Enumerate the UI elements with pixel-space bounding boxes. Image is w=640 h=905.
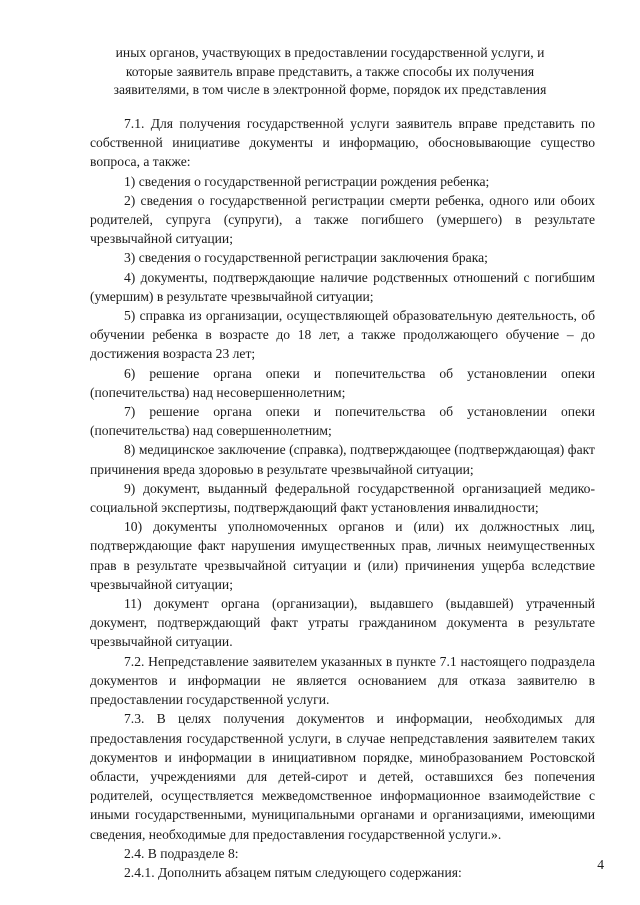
heading-line: которые заявитель вправе представить, а также способы их получения [125, 63, 535, 79]
heading-line: иных органов, участвующих в предоставлении государственной услуги, и [115, 45, 545, 60]
list-item-4: 4) документы, подтверждающие наличие родственных отношений с погибшим (умершим) в результате чрезвычайной ситуации; [90, 269, 595, 304]
paragraph-7-2: 7.2. Непредставление заявителем указанных в пункте 7.1 настоящего подраздела документов и информации не является основанием для отказа заявителю в предоставлении государственной услуги. [90, 653, 595, 708]
list-item-5: 5) справка из организации, осуществляющей образовательную деятельность, об обучении ребенка в возрасте до 18 лет, а также продолжающего обучение – до достижения возраста 23 лет; [90, 308, 595, 362]
section-heading [60, 44, 600, 100]
paragraph-2-4-1: 2.4.1. Дополнить абзацем пятым следующего содержания: [124, 864, 462, 880]
list-item-6: 6) решение органа опеки и попечительства об установлении опеки (попечительства) над несовершеннолетним; [90, 365, 595, 400]
list-item-10: 10) документы уполномоченных органов и (или) их должностных лиц, подтверждающие факт нарушения имущественных прав, личных неимущественных прав в результате чрезвычайной ситуации и (или) причинения ущерба вследствие чрезвычайной ситуации; [90, 519, 595, 592]
paragraph-7-1: 7.1. Для получения государственной услуги заявитель вправе представить по собственной инициативе документы и информацию, обосновывающие существо вопроса, а также: [90, 116, 595, 170]
heading-line: заявителями, в том числе в электронной форме, порядок их представления [113, 82, 547, 98]
paragraph-7-3: 7.3. В целях получения документов и информации, необходимых для предоставления государственной услуги, в случае непредставления заявителем таких документов и информации в инициативном порядке, минобразованием Ростовской области, учреждениями для детей-сирот и детей, оставшихся без попечения родителей, осуществляется межведомственное информационное взаимодействие с иными государственными, муниципальными органами и организациями, имеющими сведения, необходимые для предоставления государственной услуги.». [90, 711, 595, 842]
paragraph-2-4: 2.4. В подразделе 8: [124, 845, 239, 861]
document-body [90, 114, 595, 882]
list-item-8: 8) медицинское заключение (справка), подтверждающее (подтверждающая) факт причинения вреда здоровью в результате чрезвычайной ситуации; [90, 442, 595, 477]
page-number: 4 [597, 857, 604, 872]
list-item-2: 2) сведения о государственной регистрации смерти ребенка, одного или обоих родителей, супруга (супруги), а также погибшего (умершего) в результате чрезвычайной ситуации; [90, 192, 595, 247]
list-item-7: 7) решение органа опеки и попечительства об установлении опеки (попечительства) над совершеннолетним; [90, 404, 595, 439]
list-item-9: 9) документ, выданный федеральной государственной организацией медико-социальной экспертизы, подтверждающий факт установления инвалидности; [90, 480, 595, 516]
list-item-3: 3) сведения о государственной регистрации заключения брака; [124, 250, 488, 266]
list-item-11: 11) документ органа (организации), выдавшего (выдавшей) утраченный документ, подтверждающий факт утраты гражданином документа в результате чрезвычайной ситуации. [90, 596, 595, 650]
list-item-1: 1) сведения о государственной регистрации рождения ребенка; [124, 173, 490, 189]
